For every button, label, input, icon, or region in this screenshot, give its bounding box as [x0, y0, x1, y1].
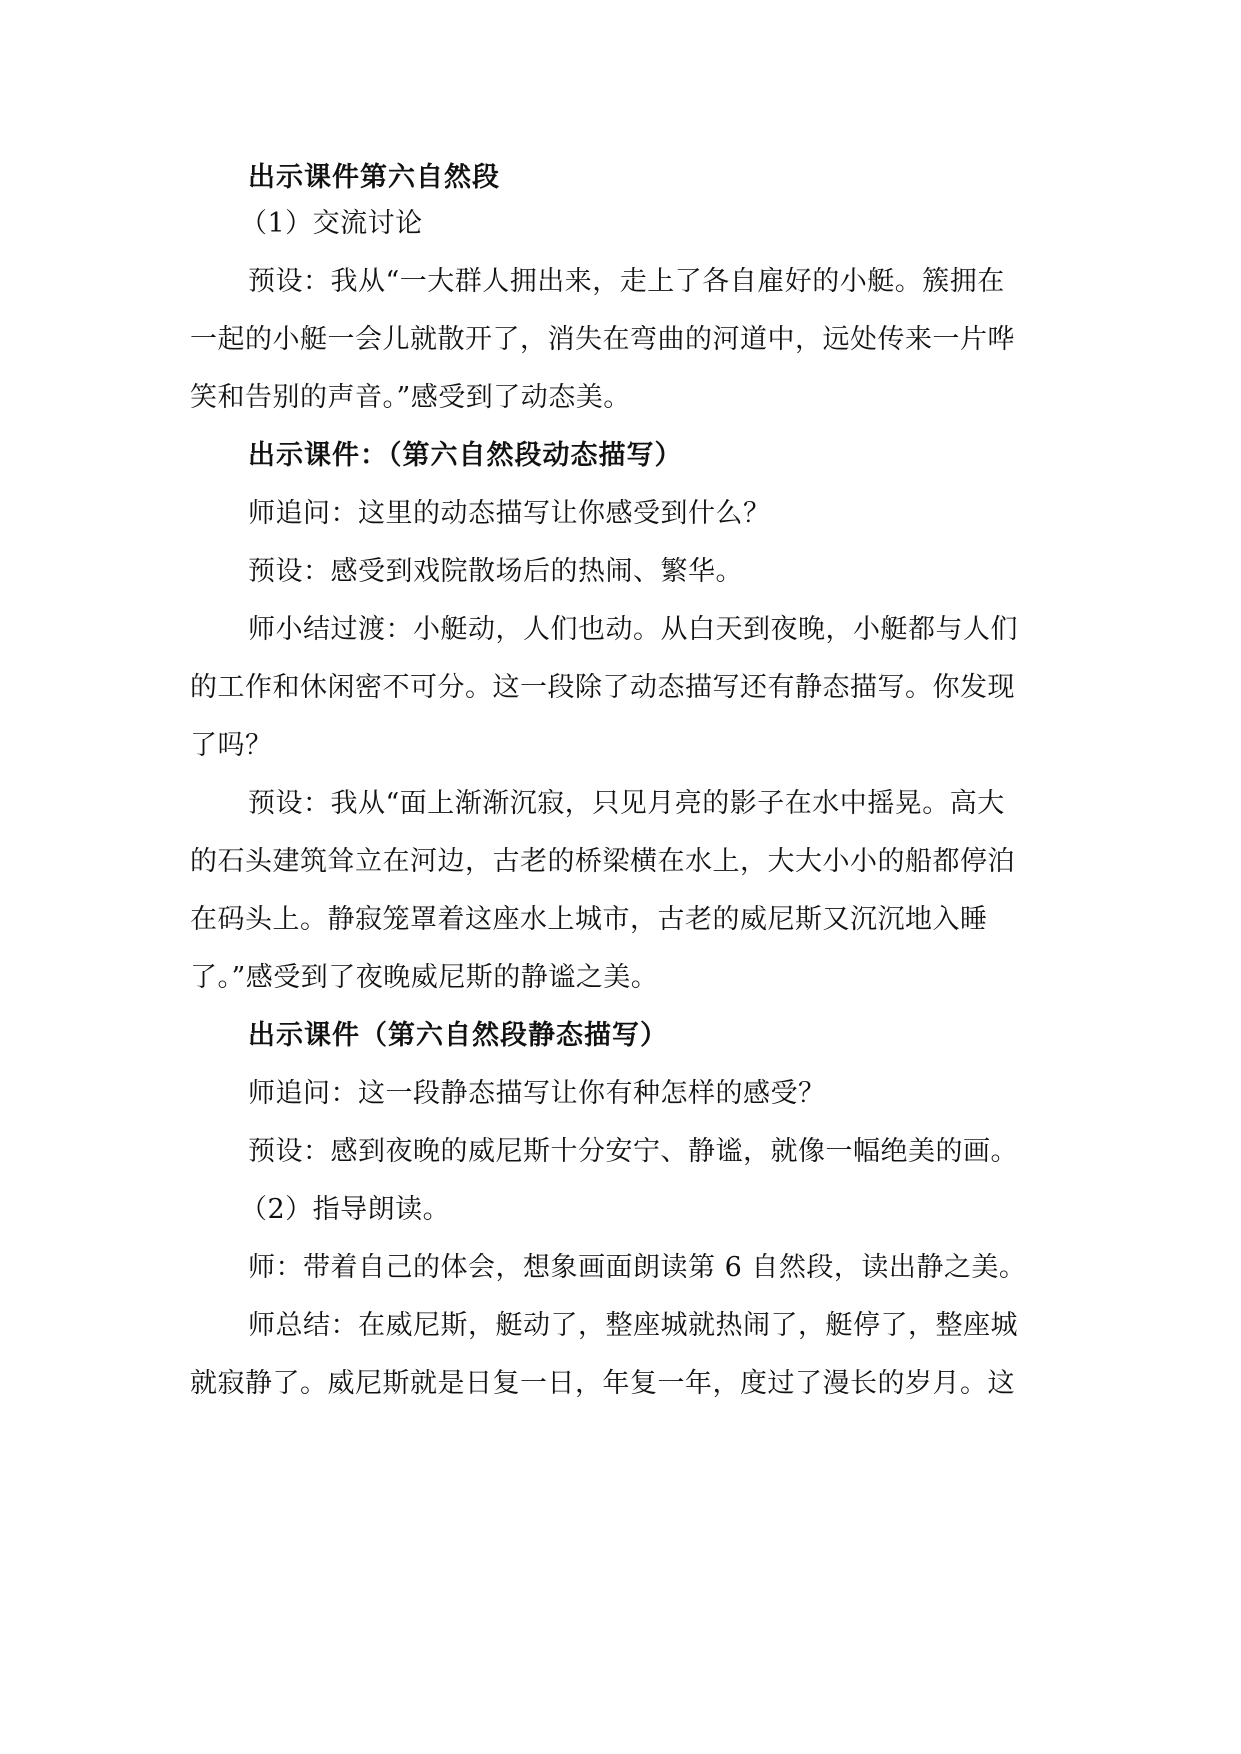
heading-static-description: 出示课件（第六自然段静态描写）: [248, 1020, 668, 1051]
text-line: 师小结过渡：小艇动，人们也动。从白天到夜晚，小艇都与人们: [248, 614, 1018, 645]
heading-dynamic-description: 出示课件：（第六自然段动态描写）: [248, 440, 683, 471]
text-line: 预设：感到夜晚的威尼斯十分安宁、静谧，就像一幅绝美的画。: [248, 1136, 1018, 1167]
text-line: 一起的小艇一会儿就散开了，消失在弯曲的河道中，远处传来一片哗: [190, 324, 1015, 355]
subheading-guided-reading: （2）指导朗读。: [240, 1194, 451, 1225]
text-line: 师：带着自己的体会，想象画面朗读第 6 自然段，读出静之美。: [248, 1252, 1027, 1283]
text-line: 了吗？: [190, 730, 273, 761]
text-line: 预设：我从“一大群人拥出来，走上了各自雇好的小艇。簇拥在: [248, 266, 1005, 297]
subheading-discussion: （1）交流讨论: [240, 208, 423, 239]
text-line: 的工作和休闲密不可分。这一段除了动态描写还有静态描写。你发现: [190, 672, 1015, 703]
text-line: 预设：我从“面上渐渐沉寂，只见月亮的影子在水中摇晃。高大: [248, 788, 1005, 819]
text-line: 师追问：这一段静态描写让你有种怎样的感受？: [248, 1078, 826, 1109]
text-line: 的石头建筑耸立在河边，古老的桥梁横在水上，大大小小的船都停泊: [190, 846, 1015, 877]
text-line: 预设：感受到戏院散场后的热闹、繁华。: [248, 556, 743, 587]
text-line: 笑和告别的声音。”感受到了动态美。: [190, 382, 631, 413]
heading-courseware-paragraph-six: 出示课件第六自然段: [248, 162, 500, 193]
text-line: 在码头上。静寂笼罩着这座水上城市，古老的威尼斯又沉沉地入睡: [190, 904, 988, 935]
text-line: 了。”感受到了夜晚威尼斯的静谧之美。: [190, 962, 659, 993]
text-line: 师追问：这里的动态描写让你感受到什么？: [248, 498, 771, 529]
text-line: 师总结：在威尼斯，艇动了，整座城就热闹了，艇停了，整座城: [248, 1310, 1018, 1341]
text-line: 就寂静了。威尼斯就是日复一日，年复一年，度过了漫长的岁月。这: [190, 1368, 1015, 1399]
